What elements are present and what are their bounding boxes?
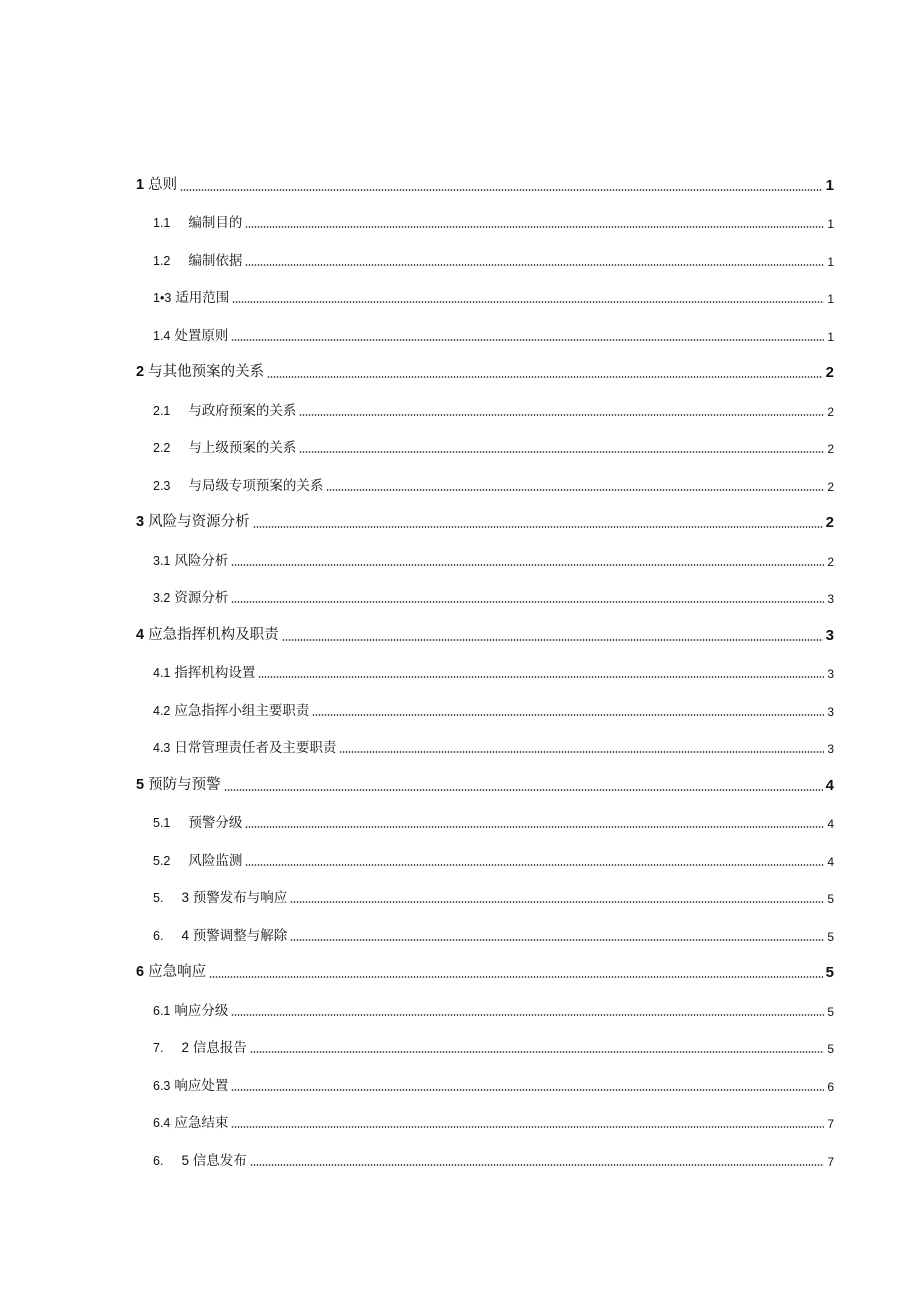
dot-leader — [299, 451, 824, 453]
toc-page-number: 1 — [825, 176, 834, 194]
toc-page-number: 6 — [827, 1079, 834, 1094]
dot-leader — [326, 489, 824, 491]
toc-entry-title: 适用范围 — [175, 290, 230, 305]
dot-leader — [232, 301, 824, 303]
toc-entry-label — [153, 999, 228, 1019]
toc-section-entry[interactable] — [136, 1104, 834, 1142]
toc-entry-number: 1 — [136, 176, 145, 193]
toc-chapter-entry[interactable] — [136, 616, 834, 654]
toc-entry-title: 编制目的 — [188, 215, 243, 230]
toc-section-entry[interactable] — [136, 429, 834, 467]
toc-page-number: 2 — [827, 479, 834, 494]
toc-entry-title: 应急指挥小组主要职责 — [174, 702, 310, 718]
toc-entry-number: 2.2 — [153, 441, 171, 455]
toc-entry-title: 处置原则 — [174, 327, 229, 343]
toc-entry-title: 日常管理责任者及主要职责 — [174, 740, 337, 755]
toc-entry-label — [153, 586, 228, 606]
toc-chapter-entry[interactable] — [136, 354, 834, 392]
toc-entry-title: 与其他预案的关系 — [148, 364, 265, 380]
toc-page-number: 2 — [827, 442, 834, 456]
toc-entry-title: 与政府预案的关系 — [188, 402, 297, 418]
toc-section-entry[interactable] — [136, 691, 834, 729]
toc-entry-label — [153, 324, 228, 344]
toc-section-entry[interactable] — [136, 204, 834, 242]
dot-leader — [290, 901, 824, 903]
toc-entry-number: 4.1 — [153, 666, 171, 680]
toc-chapter-entry[interactable] — [136, 504, 834, 542]
toc-entry-title: 预防与预警 — [148, 776, 221, 793]
toc-entry-number: 6. — [153, 1153, 164, 1168]
dot-leader — [245, 826, 824, 828]
toc-entry-title: 指挥机构设置 — [174, 665, 256, 680]
dot-leader — [250, 1164, 825, 1166]
toc-entry-number: 5 — [136, 776, 145, 793]
dot-leader — [299, 414, 824, 416]
toc-entry-title: 风险分析 — [174, 552, 229, 568]
toc-page-number: 7 — [827, 1117, 834, 1131]
dot-leader — [258, 676, 824, 678]
toc-entry-title: 响应处置 — [174, 1077, 229, 1093]
toc-entry-label — [136, 173, 177, 194]
toc-entry-number: 5.1 — [153, 816, 171, 830]
dot-leader — [231, 1126, 824, 1128]
toc-entry-label — [136, 960, 206, 981]
toc-page-number: 5 — [825, 964, 834, 981]
toc-section-entry[interactable] — [136, 391, 834, 429]
toc-entry-label — [153, 661, 255, 681]
toc-entry-title: 预警分级 — [188, 815, 243, 830]
toc-entry-number: 6.4 — [153, 1116, 171, 1130]
toc-entry-number: 1.1 — [153, 216, 171, 230]
toc-entry-number: 1•3 — [153, 291, 172, 305]
toc-entry-number: 7. — [153, 1041, 164, 1055]
toc-page-number: 2 — [825, 514, 834, 531]
toc-page-number: 1 — [827, 254, 834, 269]
toc-page-number: 2 — [827, 554, 834, 569]
toc-entry-title: 应急响应 — [148, 964, 207, 980]
toc-page-number: 2 — [825, 364, 834, 381]
toc-page-number: 5 — [827, 1042, 834, 1056]
toc-entry-number: 1.2 — [153, 253, 171, 268]
toc-page-number: 1 — [827, 217, 834, 231]
toc-entry-title: 资源分析 — [174, 590, 229, 605]
toc-section-entry[interactable] — [136, 1066, 834, 1104]
toc-section-entry[interactable] — [136, 991, 834, 1029]
dot-leader — [231, 1014, 824, 1016]
toc-entry-label — [153, 1036, 247, 1056]
toc-entry-label — [153, 736, 336, 756]
toc-entry-number: 2.1 — [153, 403, 171, 418]
toc-chapter-entry[interactable] — [136, 766, 834, 804]
toc-entry-label — [153, 549, 228, 569]
dot-leader — [245, 226, 824, 228]
toc-entry-label — [136, 360, 264, 381]
toc-entry-title: 4 预警调整与解除 — [181, 927, 288, 943]
toc-entry-number: 4.3 — [153, 741, 171, 755]
toc-page-number: 3 — [827, 704, 834, 719]
dot-leader — [245, 264, 824, 266]
toc-section-entry[interactable] — [136, 729, 834, 767]
toc-entry-number: 3.2 — [153, 591, 171, 605]
dot-leader — [231, 564, 824, 566]
toc-entry-title: 响应分级 — [174, 1002, 229, 1018]
toc-section-entry[interactable] — [136, 316, 834, 354]
toc-entry-label — [153, 1074, 228, 1094]
toc-entry-label — [153, 1111, 228, 1131]
toc-chapter-entry[interactable] — [136, 166, 834, 204]
toc-entry-title: 编制依据 — [188, 252, 243, 268]
toc-entry-number: 1.4 — [153, 328, 171, 343]
toc-page-number: 1 — [827, 292, 834, 306]
toc-entry-number: 3 — [136, 514, 145, 530]
toc-entry-title: 总则 — [148, 176, 178, 193]
toc-page-number: 4 — [827, 817, 834, 831]
toc-entry-number: 6.3 — [153, 1078, 171, 1093]
toc-entry-label — [153, 1149, 247, 1169]
dot-leader — [253, 526, 823, 528]
toc-entry-label — [153, 436, 296, 456]
toc-entry-title: 应急结束 — [174, 1115, 229, 1130]
dot-leader — [250, 1051, 825, 1053]
toc-page-number: 5 — [827, 892, 834, 906]
toc-entry-label — [153, 474, 323, 494]
toc-entry-title: 风险与资源分析 — [148, 514, 250, 530]
dot-leader — [267, 376, 823, 378]
toc-entry-title: 风险监测 — [188, 852, 243, 868]
toc-entry-number: 2.3 — [153, 478, 171, 493]
toc-section-entry[interactable] — [136, 579, 834, 617]
toc-entry-title: 2 信息报告 — [181, 1040, 247, 1055]
dot-leader — [180, 189, 823, 191]
toc-section-entry[interactable] — [136, 241, 834, 279]
toc-entry-label — [153, 699, 309, 719]
toc-page-number: 4 — [825, 776, 834, 794]
toc-section-entry[interactable] — [136, 541, 834, 579]
toc-entry-label — [153, 849, 242, 869]
toc-page-number: 1 — [827, 329, 834, 344]
toc-page-number: 3 — [827, 742, 834, 756]
dot-leader — [339, 751, 824, 753]
dot-leader — [224, 789, 823, 791]
toc-section-entry[interactable] — [136, 879, 834, 917]
toc-chapter-entry[interactable] — [136, 954, 834, 992]
toc-section-entry[interactable] — [136, 841, 834, 879]
toc-entry-number: 6. — [153, 928, 164, 943]
dot-leader — [290, 939, 824, 941]
toc-section-entry[interactable] — [136, 1141, 834, 1179]
toc-entry-label — [153, 249, 242, 269]
dot-leader — [312, 714, 824, 716]
toc-page-number: 3 — [825, 626, 834, 644]
toc-entry-label — [153, 886, 287, 906]
toc-page-number: 3 — [827, 592, 834, 606]
toc-page-number: 7 — [827, 1154, 834, 1169]
dot-leader — [245, 864, 824, 866]
toc-entry-title: 5 信息发布 — [181, 1152, 247, 1168]
toc-entry-label — [136, 773, 221, 794]
toc-page-number: 3 — [827, 667, 834, 681]
toc-section-entry[interactable] — [136, 654, 834, 692]
dot-leader — [231, 1089, 824, 1091]
dot-leader — [209, 976, 823, 978]
toc-entry-number: 5.2 — [153, 853, 171, 868]
toc-section-entry[interactable] — [136, 466, 834, 504]
dot-leader — [231, 339, 824, 341]
toc-entry-label — [153, 286, 229, 306]
toc-page-number: 5 — [827, 929, 834, 944]
toc-entry-label — [136, 510, 250, 531]
toc-entry-label — [153, 811, 242, 831]
toc-entry-title: 与上级预案的关系 — [188, 440, 297, 455]
toc-section-entry[interactable] — [136, 1029, 834, 1067]
table-of-contents — [136, 166, 834, 1179]
toc-entry-number: 6.1 — [153, 1003, 171, 1018]
toc-entry-label — [153, 211, 242, 231]
toc-entry-number: 4 — [136, 626, 145, 643]
toc-entry-label — [153, 399, 296, 419]
toc-section-entry[interactable] — [136, 804, 834, 842]
toc-entry-title: 与局级专项预案的关系 — [188, 477, 324, 493]
toc-page-number: 2 — [827, 404, 834, 419]
toc-entry-number: 6 — [136, 964, 145, 980]
toc-section-entry[interactable] — [136, 279, 834, 317]
toc-entry-number: 5. — [153, 891, 164, 905]
dot-leader — [231, 601, 824, 603]
toc-entry-label — [153, 924, 287, 944]
toc-entry-title: 应急指挥机构及职责 — [148, 626, 279, 643]
dot-leader — [282, 639, 823, 641]
toc-page-number: 4 — [827, 854, 834, 869]
toc-entry-number: 4.2 — [153, 703, 171, 718]
toc-section-entry[interactable] — [136, 916, 834, 954]
toc-entry-number: 2 — [136, 364, 145, 380]
toc-entry-title: 3 预警发布与响应 — [181, 890, 288, 905]
toc-entry-label — [136, 623, 279, 644]
toc-entry-number: 3.1 — [153, 553, 171, 568]
toc-page-number: 5 — [827, 1004, 834, 1019]
